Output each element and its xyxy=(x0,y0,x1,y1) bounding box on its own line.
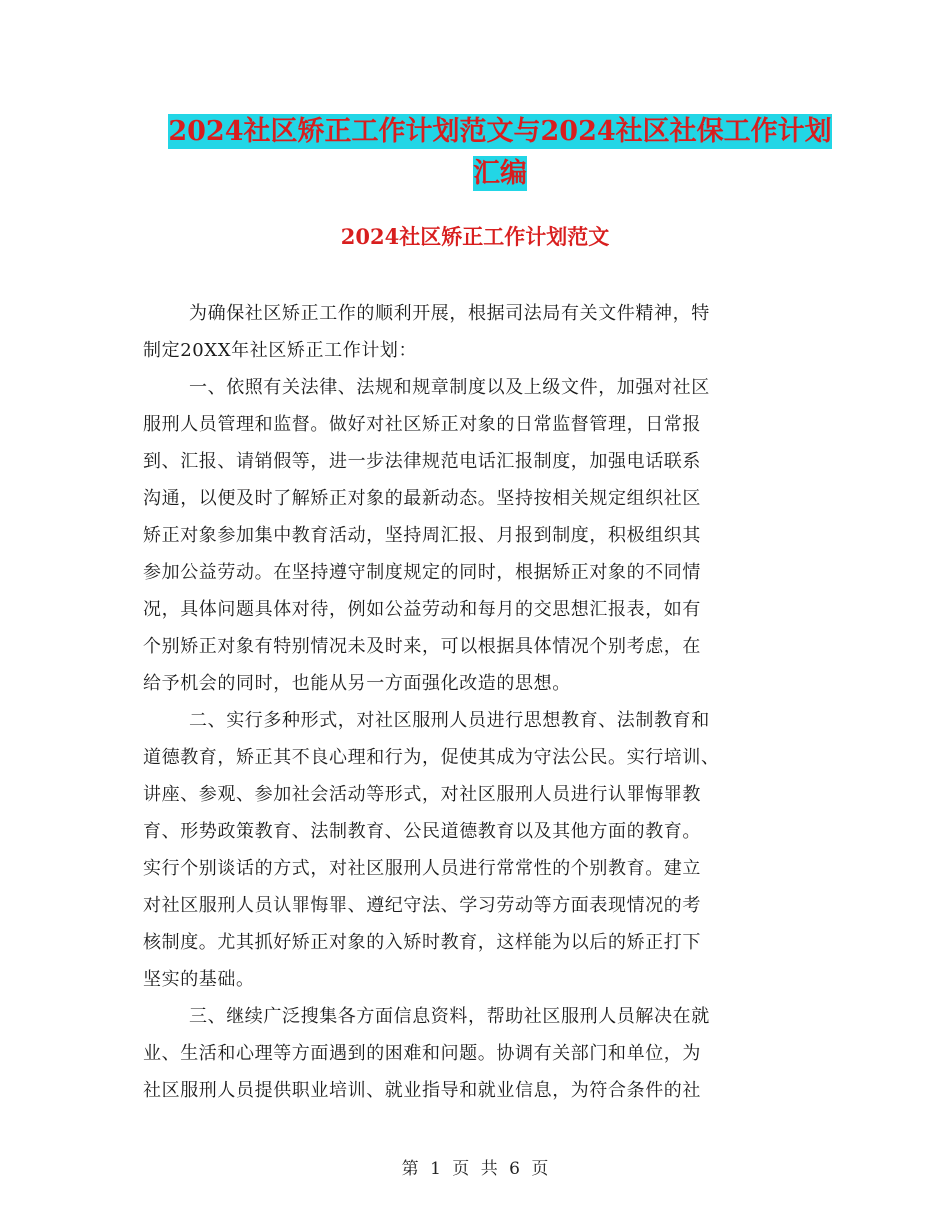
document-title-line-1 xyxy=(140,112,860,152)
document-body xyxy=(143,295,803,1109)
body-line: 核制度。尤其抓好矫正对象的入矫时教育，这样能为以后的矫正打下 xyxy=(143,932,701,953)
body-line: 一、依照有关法律、法规和规章制度以及上级文件，加强对社区 xyxy=(189,377,710,398)
body-line: 二、实行多种形式，对社区服刑人员进行思想教育、法制教育和 xyxy=(189,710,710,731)
body-line: 给予机会的同时，也能从另一方面强化改造的思想。 xyxy=(143,673,571,694)
title-highlight: 2024社区矫正工作计划范文与2024社区社保工作计划 xyxy=(168,116,832,147)
body-line: 业、生活和心理等方面遇到的困难和问题。协调有关部门和单位，为 xyxy=(143,1043,701,1064)
body-line: 坚实的基础。 xyxy=(143,969,255,990)
body-line: 为确保社区矫正工作的顺利开展，根据司法局有关文件精神，特 xyxy=(189,303,710,324)
body-line: 三、继续广泛搜集各方面信息资料，帮助社区服刑人员解决在就 xyxy=(189,1006,710,1027)
body-line: 到、汇报、请销假等，进一步法律规范电话汇报制度，加强电话联系 xyxy=(143,451,701,472)
body-line: 个别矫正对象有特别情况未及时来，可以根据具体情况个别考虑，在 xyxy=(143,636,701,657)
body-line: 参加公益劳动。在坚持遵守制度规定的同时，根据矫正对象的不同情 xyxy=(143,562,701,583)
body-line: 制定20XX年社区矫正工作计划： xyxy=(143,340,418,361)
body-line: 服刑人员管理和监督。做好对社区矫正对象的日常监督管理，日常报 xyxy=(143,414,701,435)
page-footer: 第 1 页 共 6 页 xyxy=(401,1159,549,1179)
body-line: 讲座、参观、参加社会活动等形式，对社区服刑人员进行认罪悔罪教 xyxy=(143,784,701,805)
body-line: 沟通，以便及时了解矫正对象的最新动态。坚持按相关规定组织社区 xyxy=(143,488,701,509)
body-line: 实行个别谈话的方式，对社区服刑人员进行常常性的个别教育。建立 xyxy=(143,858,701,879)
body-line: 社区服刑人员提供职业培训、就业指导和就业信息，为符合条件的社 xyxy=(143,1080,701,1101)
document-title-line-2 xyxy=(140,154,860,194)
body-line: 育、形势政策教育、法制教育、公民道德教育以及其他方面的教育。 xyxy=(143,821,701,842)
body-line: 况，具体问题具体对待，例如公益劳动和每月的交思想汇报表，如有 xyxy=(143,599,701,620)
body-line: 矫正对象参加集中教育活动，坚持周汇报、月报到制度，积极组织其 xyxy=(143,525,701,546)
title-highlight: 汇编 xyxy=(473,158,527,189)
section-title: 2024社区矫正工作计划范文 xyxy=(340,224,610,249)
body-line: 对社区服刑人员认罪悔罪、遵纪守法、学习劳动等方面表现情况的考 xyxy=(143,895,701,916)
body-line: 道德教育，矫正其不良心理和行为，促使其成为守法公民。实行培训、 xyxy=(143,747,720,768)
